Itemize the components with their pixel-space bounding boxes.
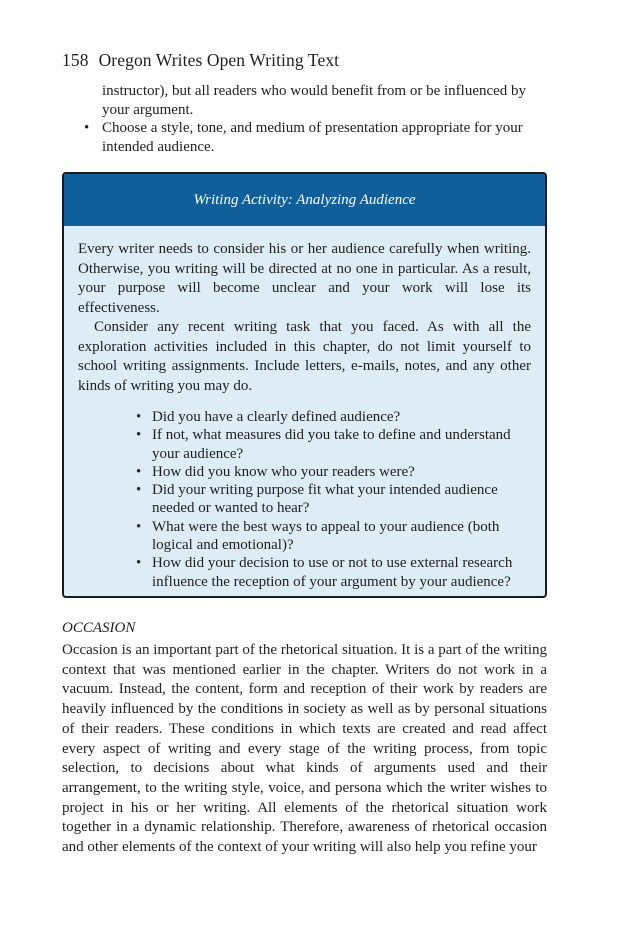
list-item: • What were the best ways to appeal to your audience (both logical and emotional)? (136, 518, 531, 555)
continued-text: instructor), but all readers who would benefit from or be influenced by your argument. (102, 83, 527, 118)
question-list (136, 408, 531, 591)
list-item: • If not, what measures did you take to define and understand your audience? (136, 426, 531, 463)
list-item: • How did you know who your readers were? (136, 463, 531, 481)
occasion-heading: OCCASION (62, 620, 136, 636)
page-number: 158 (62, 50, 89, 70)
activity-body (64, 226, 545, 591)
occasion-paragraph: Occasion is an important part of the rhetorical situation. It is a part of the writing context that was mentioned earlier in the chapter. Writers do not work in a vacuum. Instead, the content, form and reception of their work by readers are heavily influenced by the conditions in society as well as by personal situations of their readers. These conditions in which texts are created and read affect every aspect of writing and every stage of the writing process, from topic selection, to decisions about what kinds of arguments used and their arrangement, to the writing style, voice, and persona which the writer wishes to project in his or her writing. All elements of the rhetorical situation work together in a dynamic relationship. Therefore, awareness of rhetorical occasion and other elements of the context of your writing will also help you refine your (62, 642, 547, 856)
book-title: Oregon Writes Open Writing Text (98, 50, 340, 70)
list-item: • How did your decision to use or not to use external research influence the reception of your argument by your audience? (136, 554, 531, 591)
writing-activity-box (62, 172, 547, 598)
activity-title: Writing Activity: Analyzing Audience (64, 174, 545, 226)
list-item: • Choose a style, tone, and medium of presentation appropriate for your intended audience. (84, 119, 542, 156)
list-item: • Did your writing purpose fit what your intended audience needed or wanted to hear? (136, 481, 531, 518)
page-header (62, 50, 339, 71)
activity-paragraph: Every writer needs to consider his or her audience carefully when writing. Otherwise, you writing will be directed at no one in particular. As a result, your purpose will become unclear and your work will lose its effectiveness. (78, 241, 531, 316)
top-section (102, 82, 542, 156)
activity-paragraph: Consider any recent writing task that you faced. As with all the exploration activities included in this chapter, do not limit yourself to school writing assignments. Include letters, e-mails, notes, and any other kinds of writing you may do. (78, 319, 531, 394)
top-bullet-list (102, 119, 542, 156)
list-item: • Did you have a clearly defined audience? (136, 408, 531, 426)
